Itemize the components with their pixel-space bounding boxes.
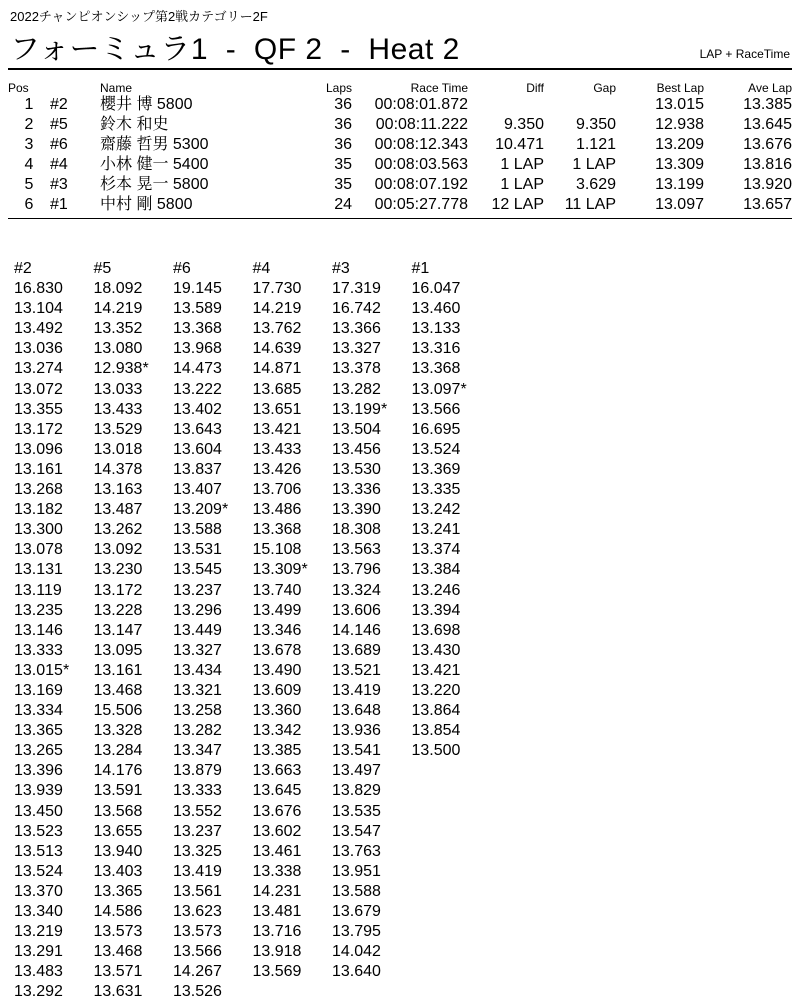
lap-time: 13.640 xyxy=(332,963,381,981)
lap-time: 13.829 xyxy=(332,782,381,800)
lap-time: 12.938* xyxy=(93,360,149,378)
lap-time: 13.394 xyxy=(411,601,461,619)
lap-time: 13.146 xyxy=(14,621,63,639)
lap-column-car: #4 xyxy=(252,260,271,277)
lap-time: 13.368 xyxy=(173,320,222,338)
lap-time: 14.146 xyxy=(332,621,381,639)
col-header-race-time: Race Time xyxy=(410,81,468,95)
lap-time: 13.421 xyxy=(411,661,461,679)
lap-time: 13.497 xyxy=(332,762,381,780)
lap-time: 14.586 xyxy=(93,903,143,920)
event-subtitle: 2022チャンピオンシップ第2戦カテゴリー2F xyxy=(10,9,268,24)
lap-time: 13.147 xyxy=(93,621,143,639)
lap-time: 13.133 xyxy=(411,320,461,338)
lap-time: 13.500 xyxy=(411,742,461,760)
lap-time: 13.374 xyxy=(411,541,461,559)
lap-time: 13.433 xyxy=(93,400,143,418)
lap-time: 13.663 xyxy=(252,762,302,780)
lap-time: 13.468 xyxy=(93,681,143,699)
lap-time: 13.951 xyxy=(332,862,381,880)
lap-time: 13.199* xyxy=(332,400,388,418)
lap-time: 13.258 xyxy=(173,702,222,720)
result-race-time: 00:05:27.778 xyxy=(374,196,468,213)
col-header-ave-lap: Ave Lap xyxy=(748,81,792,95)
lap-time: 14.042 xyxy=(332,943,381,961)
lap-time: 13.072 xyxy=(14,380,63,398)
lap-time: 13.274 xyxy=(14,360,63,378)
result-car: #3 xyxy=(50,176,68,193)
lap-time: 13.419 xyxy=(332,681,381,699)
lap-time: 13.327 xyxy=(332,340,381,358)
lap-time: 13.426 xyxy=(252,460,302,478)
lap-time: 13.291 xyxy=(14,943,63,961)
lap-time: 13.449 xyxy=(173,621,222,639)
lap-time: 13.547 xyxy=(332,822,381,840)
result-pos: 3 xyxy=(24,136,34,153)
result-row xyxy=(8,155,792,175)
lap-time: 13.078 xyxy=(14,541,63,559)
lap-time: 13.676 xyxy=(252,802,302,820)
lap-time: 13.521 xyxy=(332,661,381,679)
lap-time: 13.552 xyxy=(173,802,222,820)
lap-column xyxy=(412,259,492,761)
lap-time: 13.706 xyxy=(252,481,302,499)
results-divider xyxy=(8,218,792,219)
result-laps: 36 xyxy=(334,136,352,153)
lap-time: 13.419 xyxy=(173,862,222,880)
lap-time: 13.588 xyxy=(332,882,381,900)
lap-time: 13.563 xyxy=(332,541,381,559)
lap-time: 13.643 xyxy=(173,420,222,438)
lap-mode-label: LAP + RaceTime xyxy=(699,47,790,61)
result-ave-lap: 13.676 xyxy=(743,136,792,153)
lap-time: 13.327 xyxy=(173,641,222,659)
lap-time: 13.648 xyxy=(332,702,381,720)
lap-time: 14.871 xyxy=(252,360,302,378)
lap-time: 13.309* xyxy=(252,561,308,579)
lap-time: 13.541 xyxy=(332,742,381,760)
lap-time: 13.241 xyxy=(411,521,461,539)
lap-time: 13.939 xyxy=(14,782,63,800)
result-diff: 12 LAP xyxy=(491,196,544,213)
result-race-time: 00:08:12.343 xyxy=(374,136,468,153)
lap-time: 13.220 xyxy=(411,681,461,699)
lap-column xyxy=(332,259,412,982)
result-pos: 5 xyxy=(24,176,34,193)
lap-time: 13.333 xyxy=(173,782,222,800)
lap-time: 13.918 xyxy=(252,943,302,961)
result-diff xyxy=(468,95,544,115)
lap-time: 13.609 xyxy=(252,681,302,699)
col-header-pos: Pos xyxy=(8,81,29,95)
result-race-time: 00:08:03.563 xyxy=(374,156,468,173)
lap-time: 13.591 xyxy=(93,782,143,800)
result-gap: 3.629 xyxy=(575,176,616,193)
lap-time: 13.262 xyxy=(93,521,143,539)
lap-time: 13.698 xyxy=(411,621,461,639)
result-laps: 35 xyxy=(334,176,352,193)
lap-time: 13.268 xyxy=(14,481,63,499)
lap-time: 13.651 xyxy=(252,400,302,418)
lap-time: 13.296 xyxy=(173,601,222,619)
lap-time: 13.535 xyxy=(332,802,381,820)
result-best-lap: 13.199 xyxy=(655,176,704,193)
lap-time: 16.695 xyxy=(411,420,461,438)
lap-time: 14.219 xyxy=(93,300,143,318)
lap-time: 13.604 xyxy=(173,440,222,458)
lap-time: 13.209* xyxy=(173,501,229,519)
lap-time: 13.036 xyxy=(14,340,63,358)
lap-time: 13.096 xyxy=(14,440,63,458)
lap-time: 13.161 xyxy=(93,661,143,679)
lap-time: 13.487 xyxy=(93,501,143,519)
lap-time: 13.368 xyxy=(411,360,461,378)
lap-time: 13.689 xyxy=(332,641,381,659)
result-best-lap: 12.938 xyxy=(655,116,704,133)
result-car: #6 xyxy=(50,136,68,153)
lap-time: 13.606 xyxy=(332,601,381,619)
lap-time: 13.571 xyxy=(93,963,143,981)
lap-time: 14.267 xyxy=(173,963,222,981)
lap-column-car: #1 xyxy=(411,260,430,277)
lap-time: 15.506 xyxy=(93,702,143,720)
lap-time: 13.461 xyxy=(252,842,302,860)
lap-time: 13.490 xyxy=(252,661,302,679)
lap-time: 13.499 xyxy=(252,601,302,619)
lap-time: 13.378 xyxy=(332,360,381,378)
result-name: 櫻井 博 5800 xyxy=(100,96,193,113)
lap-time: 13.864 xyxy=(411,702,461,720)
result-diff: 1 LAP xyxy=(500,156,544,173)
lap-time: 17.319 xyxy=(332,280,381,298)
result-gap: 1.121 xyxy=(575,136,616,153)
lap-time: 13.678 xyxy=(252,641,302,659)
result-car: #4 xyxy=(50,156,68,173)
lap-time: 13.365 xyxy=(93,882,143,900)
lap-time: 13.316 xyxy=(411,340,461,358)
result-laps: 36 xyxy=(334,116,352,133)
lap-time: 13.246 xyxy=(411,581,461,599)
lap-time: 13.242 xyxy=(411,501,461,519)
lap-time: 13.368 xyxy=(252,521,302,539)
result-best-lap: 13.309 xyxy=(655,156,704,173)
lap-time: 13.365 xyxy=(14,722,63,740)
result-row xyxy=(8,115,792,135)
lap-column xyxy=(173,259,253,1002)
lap-time: 13.222 xyxy=(173,380,222,398)
lap-time: 13.968 xyxy=(173,340,222,358)
lap-time: 13.940 xyxy=(93,842,143,860)
lap-time: 13.430 xyxy=(411,641,461,659)
lap-time: 13.355 xyxy=(14,400,63,418)
lap-column xyxy=(94,259,174,1002)
lap-time: 14.639 xyxy=(252,340,302,358)
lap-time: 13.230 xyxy=(93,561,143,579)
lap-time: 13.360 xyxy=(252,702,302,720)
lap-time: 13.325 xyxy=(173,842,222,860)
result-ave-lap: 13.645 xyxy=(743,116,792,133)
lap-time: 13.346 xyxy=(252,621,302,639)
lap-time: 13.513 xyxy=(14,842,63,860)
result-laps: 35 xyxy=(334,156,352,173)
lap-time: 13.369 xyxy=(411,460,461,478)
lap-time: 14.176 xyxy=(93,762,143,780)
lap-time: 13.568 xyxy=(93,802,143,820)
lap-time: 13.483 xyxy=(14,963,63,981)
result-pos: 2 xyxy=(24,116,34,133)
lap-time: 13.300 xyxy=(14,521,63,539)
lap-time: 13.450 xyxy=(14,802,63,820)
lap-time: 13.015* xyxy=(14,661,70,679)
lap-time: 14.219 xyxy=(252,300,302,318)
lap-time: 13.237 xyxy=(173,822,222,840)
result-diff: 10.471 xyxy=(495,136,544,153)
lap-time: 13.481 xyxy=(252,903,302,920)
lap-time: 13.265 xyxy=(14,742,63,760)
result-row xyxy=(8,195,792,215)
lap-time: 14.378 xyxy=(93,460,143,478)
lap-time: 13.347 xyxy=(173,742,222,760)
lap-column xyxy=(253,259,333,982)
result-race-time: 00:08:11.222 xyxy=(375,116,468,133)
lap-time: 13.523 xyxy=(14,822,63,840)
lap-column-car: #5 xyxy=(93,260,112,277)
lap-time: 13.282 xyxy=(173,722,222,740)
lap-time: 13.796 xyxy=(332,561,381,579)
result-diff: 9.350 xyxy=(503,116,544,133)
lap-time: 13.396 xyxy=(14,762,63,780)
lap-time: 13.573 xyxy=(173,923,222,941)
lap-time: 13.531 xyxy=(173,541,222,559)
lap-time: 13.161 xyxy=(14,460,63,478)
lap-time: 13.679 xyxy=(332,903,381,920)
lap-time: 16.830 xyxy=(14,280,63,298)
result-ave-lap: 13.920 xyxy=(743,176,792,193)
lap-time: 13.434 xyxy=(173,661,222,679)
result-car: #2 xyxy=(50,96,68,113)
lap-time: 13.631 xyxy=(93,983,143,1001)
lap-time: 13.573 xyxy=(93,923,143,941)
lap-time: 13.328 xyxy=(93,722,143,740)
result-name: 小林 健一 5400 xyxy=(100,156,209,173)
lap-time: 13.385 xyxy=(252,742,302,760)
lap-time: 13.588 xyxy=(173,521,222,539)
lap-time: 13.561 xyxy=(173,882,222,900)
col-header-best-lap: Best Lap xyxy=(656,81,704,95)
lap-time: 13.097* xyxy=(411,380,467,398)
result-car: #1 xyxy=(50,196,68,213)
lap-time: 13.529 xyxy=(93,420,143,438)
result-gap: 9.350 xyxy=(575,116,616,133)
col-header-name: Name xyxy=(100,81,133,95)
lap-time: 13.119 xyxy=(14,581,62,599)
result-gap xyxy=(544,95,616,115)
lap-column-car: #6 xyxy=(173,260,191,277)
result-ave-lap: 13.385 xyxy=(743,96,792,113)
lap-time: 14.231 xyxy=(252,882,302,900)
lap-time: 17.730 xyxy=(252,280,302,298)
lap-time: 13.172 xyxy=(14,420,63,438)
lap-time: 13.837 xyxy=(173,460,222,478)
lap-time: 13.384 xyxy=(411,561,461,579)
lap-time: 13.403 xyxy=(93,862,143,880)
lap-time: 13.762 xyxy=(252,320,302,338)
result-best-lap: 13.209 xyxy=(655,136,704,153)
lap-time: 13.545 xyxy=(173,561,222,579)
result-row xyxy=(8,175,792,195)
lap-time: 13.456 xyxy=(332,440,381,458)
result-name: 杉本 晃一 5800 xyxy=(100,176,209,193)
lap-column-car: #3 xyxy=(332,260,350,277)
results-header-row xyxy=(8,79,792,95)
lap-time: 13.407 xyxy=(173,481,222,499)
result-car: #5 xyxy=(50,116,68,133)
lap-time: 13.324 xyxy=(332,581,381,599)
lap-time: 13.228 xyxy=(93,601,143,619)
lap-time: 13.468 xyxy=(93,943,143,961)
lap-time: 18.308 xyxy=(332,521,381,539)
lap-time: 15.108 xyxy=(252,541,302,559)
lap-time: 18.092 xyxy=(93,280,143,298)
result-pos: 6 xyxy=(24,196,34,213)
lap-time: 13.370 xyxy=(14,882,63,900)
lap-column-car: #2 xyxy=(14,260,32,277)
lap-time: 13.854 xyxy=(411,722,461,740)
lap-time: 13.504 xyxy=(332,420,381,438)
lap-time: 13.080 xyxy=(93,340,143,358)
lap-time: 13.655 xyxy=(93,822,143,840)
col-header-laps: Laps xyxy=(325,81,352,95)
header-divider xyxy=(8,68,792,70)
lap-time: 13.645 xyxy=(252,782,302,800)
lap-time: 16.742 xyxy=(332,300,381,318)
lap-time: 13.163 xyxy=(93,481,143,499)
result-name: 鈴木 和史 xyxy=(100,116,169,133)
result-row xyxy=(8,135,792,155)
result-race-time: 00:08:07.192 xyxy=(374,176,468,193)
result-ave-lap: 13.657 xyxy=(743,196,792,213)
lap-time: 13.182 xyxy=(14,501,63,519)
lap-time: 13.530 xyxy=(332,460,381,478)
lap-time: 13.524 xyxy=(14,862,63,880)
lap-time: 13.566 xyxy=(411,400,461,418)
lap-time: 13.589 xyxy=(173,300,222,318)
lap-time: 13.716 xyxy=(252,923,302,941)
lap-time: 13.740 xyxy=(252,581,302,599)
result-pos: 4 xyxy=(24,156,34,173)
lap-time: 13.237 xyxy=(173,581,222,599)
lap-time: 13.092 xyxy=(93,541,143,559)
result-laps: 24 xyxy=(334,196,352,213)
lap-time: 13.352 xyxy=(93,320,143,338)
lap-time: 13.763 xyxy=(332,842,381,860)
result-best-lap: 13.015 xyxy=(655,96,704,113)
lap-time: 13.172 xyxy=(93,581,143,599)
lap-time: 13.421 xyxy=(252,420,302,438)
lap-time: 19.145 xyxy=(173,280,222,298)
result-diff: 1 LAP xyxy=(500,176,544,193)
result-name: 中村 剛 5800 xyxy=(100,196,193,213)
lap-time: 13.342 xyxy=(252,722,302,740)
lap-time: 13.492 xyxy=(14,320,63,338)
lap-time: 13.524 xyxy=(411,440,461,458)
lap-time: 16.047 xyxy=(411,280,461,298)
lap-time: 13.402 xyxy=(173,400,222,418)
result-gap: 1 LAP xyxy=(572,156,616,173)
result-best-lap: 13.097 xyxy=(655,196,704,213)
lap-time: 13.569 xyxy=(252,963,302,981)
result-laps: 36 xyxy=(334,96,352,113)
lap-time: 13.879 xyxy=(173,762,222,780)
lap-time: 13.018 xyxy=(93,440,143,458)
lap-time: 13.340 xyxy=(14,903,63,920)
lap-time: 13.936 xyxy=(332,722,381,740)
lap-column xyxy=(14,259,94,1002)
result-row xyxy=(8,95,792,115)
lap-time: 13.433 xyxy=(252,440,302,458)
col-header-gap: Gap xyxy=(593,81,616,95)
lap-time: 13.623 xyxy=(173,903,222,920)
lap-time: 13.219 xyxy=(14,923,63,941)
lap-time: 13.334 xyxy=(14,702,63,720)
result-name: 齋藤 哲男 5300 xyxy=(100,136,209,153)
lap-time: 13.390 xyxy=(332,501,381,519)
lap-time: 13.460 xyxy=(411,300,461,318)
lap-time: 13.526 xyxy=(173,983,222,1001)
lap-time: 13.333 xyxy=(14,641,63,659)
lap-time: 13.602 xyxy=(252,822,302,840)
results-table xyxy=(8,79,792,215)
lap-time: 13.131 xyxy=(14,561,63,579)
lap-time: 13.486 xyxy=(252,501,302,519)
lap-time: 13.169 xyxy=(14,681,63,699)
lap-time: 14.473 xyxy=(173,360,222,378)
lap-time: 13.033 xyxy=(93,380,143,398)
lap-time: 13.235 xyxy=(14,601,63,619)
lap-time: 13.095 xyxy=(93,641,143,659)
lap-time: 13.104 xyxy=(14,300,63,318)
lap-time: 13.685 xyxy=(252,380,302,398)
lap-time: 13.321 xyxy=(173,681,222,699)
result-pos: 1 xyxy=(24,96,34,113)
result-race-time: 00:08:01.872 xyxy=(374,96,468,113)
lap-time: 13.335 xyxy=(411,481,461,499)
lap-time: 13.795 xyxy=(332,923,381,941)
result-gap: 11 LAP xyxy=(564,196,616,213)
lap-time: 13.338 xyxy=(252,862,302,880)
lap-time: 13.282 xyxy=(332,380,381,398)
col-header-diff: Diff xyxy=(526,81,544,95)
lap-time: 13.292 xyxy=(14,983,63,1001)
page-title: フォーミュラ1 - QF 2 - Heat 2 xyxy=(10,33,460,66)
lap-time: 13.336 xyxy=(332,481,381,499)
lap-time: 13.284 xyxy=(93,742,143,760)
lap-time: 13.566 xyxy=(173,943,222,961)
result-ave-lap: 13.816 xyxy=(743,156,792,173)
lap-time: 13.366 xyxy=(332,320,381,338)
